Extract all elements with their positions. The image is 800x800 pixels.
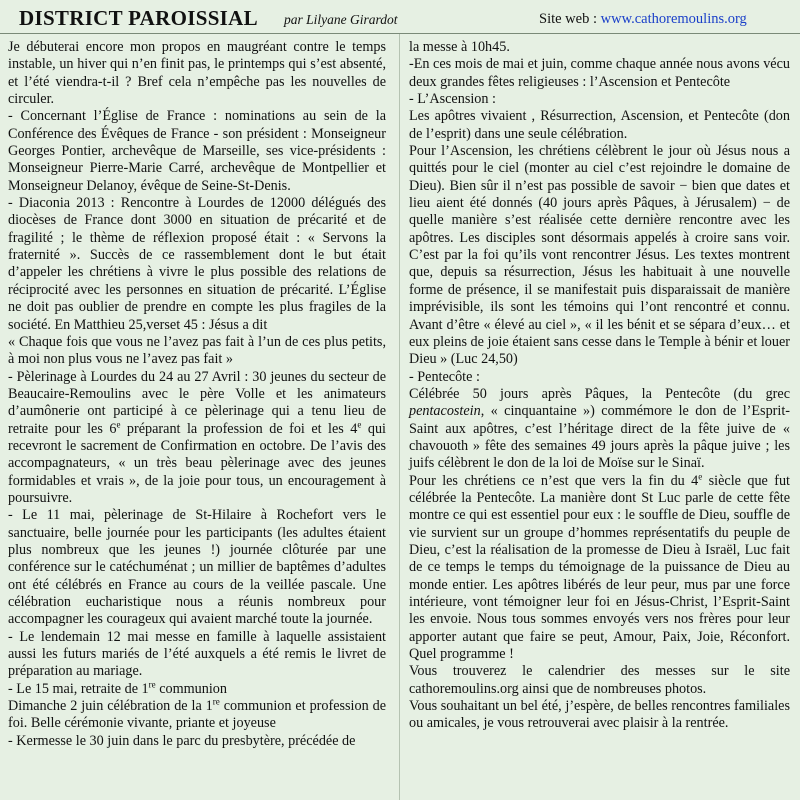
paragraph: [409, 386, 790, 473]
paragraph: - Le lendemain 12 mai messe en famille à laquelle assistaient aussi les futurs mariés de l’été auxquels a été remis le livret de préparation au mariage.: [8, 628, 386, 680]
text-run: - Le 15 mai, retraite de 1: [8, 680, 149, 697]
article-byline: par Lilyane Girardot: [284, 12, 398, 27]
article-header: [0, 0, 800, 34]
text-run: communion et profession de foi. Belle cérémonie vivante, priante et joyeuse: [8, 698, 387, 732]
paragraph: [409, 470, 790, 664]
text-run: Pour les chrétiens ce n’est que vers la fin du 4: [409, 472, 699, 489]
text-run: communion: [155, 680, 227, 697]
paragraph: Vous souhaitant un bel été, j’espère, de belles rencontres familiales ou amicales, je vous retrouverai avec plaisir à la rentrée.: [409, 698, 790, 732]
website-link[interactable]: www.cathoremoulins.org: [600, 11, 747, 27]
superscript: e: [698, 470, 703, 481]
text-run: - Pèlerinage à Lourdes du 24 au 27 Avril : 30 jeunes du secteur de Beaucaire-Remoulins avec le père Volle et les animateurs d’aumônerie ont participé à ce pèlerinage qui a tenu lieu de retraite pour les 6: [8, 368, 386, 437]
superscript: e: [357, 418, 362, 429]
text-run: Dimanche 2 juin célébration de la 1: [8, 698, 213, 715]
paragraph: la messe à 10h45.: [409, 39, 510, 55]
paragraph: [8, 678, 386, 698]
left-column: [8, 39, 386, 750]
paragraph: Je débuterai encore mon propos en maugréant contre le temps instable, un hiver qui n’en finit pas, le printemps qui s’est absenté, et l’été viendra-t-il ? Bref cela n’empêche pas les nouvelles de circuler.: [8, 39, 386, 108]
text-run: siècle que fut célébrée la Pentecôte. La manière dont St Luc parle de cette fête montre ce qui est essentiel pour eux : le souffle de Dieu, souffle de vie survient sur un groupe d’hommes représentatifs du peuple de Dieu, c’est la réalisation de la promesse de Dieu à Israël, Luc fait de ce temps le temps du témoignage de la puissance de Dieu au monde entier. Les apôtres libérés de leur peur, mus par une force intérieure, vont témoigner leur foi en Jésus-Christ, l’Esprit-Saint les envoie. Nous tous sommes envoyés vers nos frères pour leur apporter autant que faire se peut, Amour, Paix, Joie, Réconfort. Quel programme !: [409, 472, 790, 663]
website-line: [539, 11, 747, 28]
text-run: , « cinquantaine ») commémore le don de l’Esprit-Saint aux apôtres, c’est l’héritage direct de la fête juive de « chavouoth » fête des semaines 49 jours après la pâque juive ; les juifs célèbrent le don de la loi de Moïse sur le Sinaï.: [409, 403, 790, 472]
paragraph: Vous trouverez le calendrier des messes sur le site cathoremoulins.org ainsi que de nombreuses photos.: [409, 663, 790, 697]
paragraph: « Chaque fois que vous ne l’avez pas fait à l’un de ces plus petits, à moi non plus vous ne l’avez pas fait »: [8, 333, 386, 368]
paragraph: -En ces mois de mai et juin, comme chaque année nous avons vécu deux grandes fêtes religieuses : l’Ascension et Pentecôte: [409, 56, 790, 90]
superscript: re: [148, 678, 156, 689]
paragraph: - L’Ascension :: [409, 91, 496, 108]
column-divider: [399, 34, 400, 800]
paragraph: - Diaconia 2013 : Rencontre à Lourdes de 12000 délégués des diocèses de France dont 3000 en situation de précarité et de fragilité ; le thème de réflexion proposé était : « Servons la fraternité ». Succès de ce rassemblement dont le but était d’appeler les chrétiens à vivre le plus possible des relations de réciprocité avec les personnes en situation de précarité. L’Église ne doit pas oublier de prendre en compte les plus fragiles de la société. En Matthieu 25,verset 45 : Jésus a dit: [8, 195, 386, 333]
website-label: Site web :: [539, 11, 597, 27]
article-title: DISTRICT PAROISSIAL: [19, 6, 258, 30]
paragraph: Pour l’Ascension, les chrétiens célèbrent le jour où Jésus nous a quittés pour le ciel (monter au ciel c’est rejoindre le domaine de Dieu). Bien sûr il n’est pas possible de savoir − bien que dates et lieu aient été donnés (40 jours après Pâques, à Jérusalem) − de quelle manière s’est réalisée cette dernière rencontre avec les apôtres. Les disciples sont désormais appelés à croire sans voir. C’est par la foi qu’ils vont rencontrer Jésus. Les textes montrent que, depuis sa résurrection, Jésus les habituait à une nouvelle forme de présence, il se manifestait puis disparaissait de manière imprévisible, ils sont les témoins qui l’ont rencontré et connu. Avant d’être « élevé au ciel », « il les bénit et se sépara d’eux… et eux pleins de joie étaient sans cesse dans le Temple à bénir et louer Dieu » (Luc 24,50): [409, 143, 790, 368]
text-run: Célébrée 50 jours après Pâques, la Pentecôte (du grec: [409, 385, 790, 402]
text-run: préparant la profession de foi et les 4: [120, 420, 358, 437]
right-column: [409, 39, 790, 733]
paragraph: - Le 11 mai, pèlerinage de St-Hilaire à Rochefort vers le sanctuaire, belle journée pour les participants (les adultes étaient plus nombreux que les jeunes !) journée clôturée par une conférence sur le catéchuménat ; un millier de baptêmes d’adultes ont été célébrés en France au cours de la veillée pascale. Une célébration eucharistique nous a réunis nombreux pour accompagner les courageux qui avaient marché toute la journée.: [8, 507, 386, 628]
paragraph: [8, 369, 386, 508]
paragraph: - Pentecôte :: [409, 368, 480, 385]
paragraph: [8, 698, 386, 733]
superscript: e: [116, 418, 121, 429]
paragraph: - Concernant l’Église de France : nominations au sein de la Conférence des Évêques de France - son président : Monseigneur Georges Pontier, archevêque de Marseille, ses vice-présidents : Monseigneur Pierre-Marie Carré, archevêque de Montpellier et Monseigneur Delanoy, évêque de Seine-St-Denis.: [8, 108, 386, 194]
paragraph: Les apôtres vivaient , Résurrection, Ascension, et Pentecôte (don de l’esprit) dans une seule célébration.: [409, 108, 790, 142]
paragraph: - Kermesse le 30 juin dans le parc du presbytère, précédée de: [8, 732, 356, 749]
text-run: qui recevront le sacrement de Confirmation en octobre. De l’avis des accompagnateurs, « un très beau pèlerinage avec des jeunes formidables et vrais », de la joie pour tous, un encouragement à poursuivre.: [8, 420, 386, 506]
italic-term: pentacostein: [409, 403, 481, 420]
superscript: re: [212, 696, 220, 707]
